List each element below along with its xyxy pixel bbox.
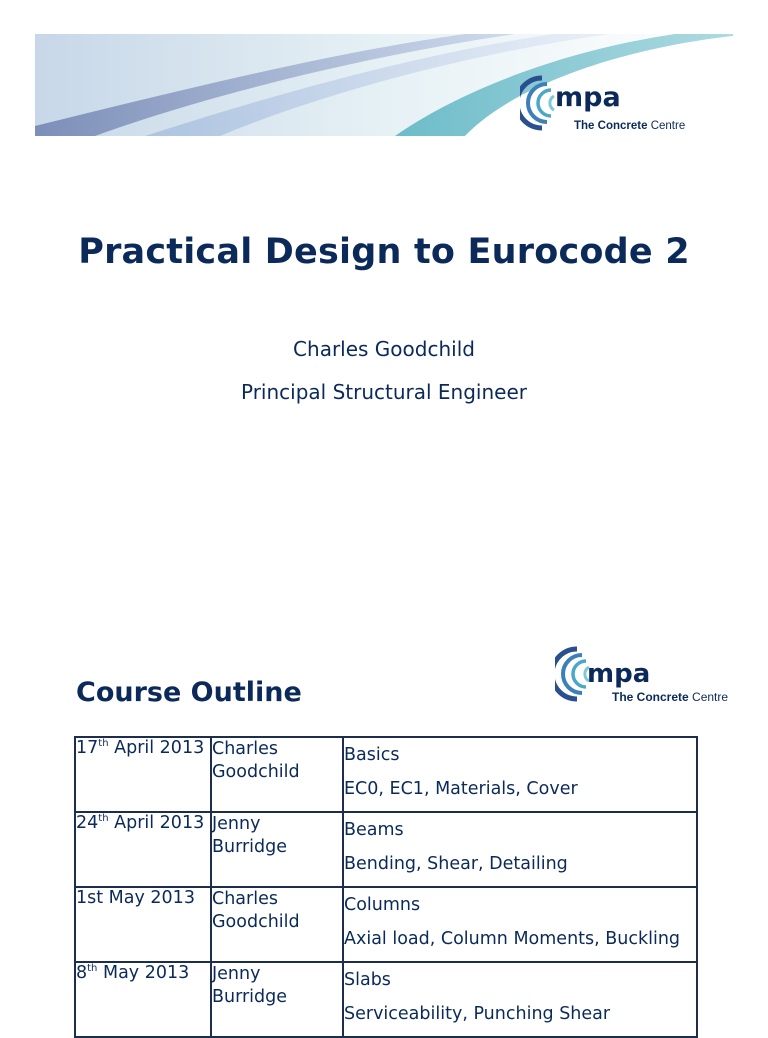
author-role: Principal Structural Engineer: [241, 380, 527, 404]
mpa-logo: [520, 72, 686, 138]
presenter-cell: Jenny Burridge: [211, 812, 343, 887]
date-cell: 24th April 2013: [75, 812, 211, 887]
table-row: [75, 887, 697, 962]
page-title: Practical Design to Eurocode 2: [78, 232, 690, 272]
date-cell: 1st May 2013: [75, 887, 211, 962]
presenter-cell: Charles Goodchild: [211, 887, 343, 962]
author-name: Charles Goodchild: [293, 337, 475, 361]
logo-tagline: The Concrete Centre: [574, 120, 686, 132]
table-row: [75, 737, 697, 812]
logo-tagline: The Concrete Centre: [612, 690, 729, 704]
presenter-cell: Jenny Burridge: [211, 962, 343, 1037]
topic-cell: Slabs Serviceability, Punching Shear: [343, 962, 697, 1037]
topic-cell: Columns Axial load, Column Moments, Buckling: [343, 887, 697, 962]
logo-wordmark: mpa: [555, 82, 621, 113]
logo-wordmark: mpa: [587, 659, 651, 689]
topic-cell: Basics EC0, EC1, Materials, Cover: [343, 737, 697, 812]
course-outline-heading: Course Outline: [76, 677, 302, 708]
date-cell: 17th April 2013: [75, 737, 211, 812]
date-cell: 8th May 2013: [75, 962, 211, 1037]
mpa-arc-icon: [520, 74, 560, 132]
table-row: [75, 962, 697, 1037]
topic-cell: Beams Bending, Shear, Detailing: [343, 812, 697, 887]
course-outline-table: [74, 736, 698, 1038]
mpa-logo-small: [555, 643, 729, 709]
presenter-cell: Charles Goodchild: [211, 737, 343, 812]
table-row: [75, 812, 697, 887]
